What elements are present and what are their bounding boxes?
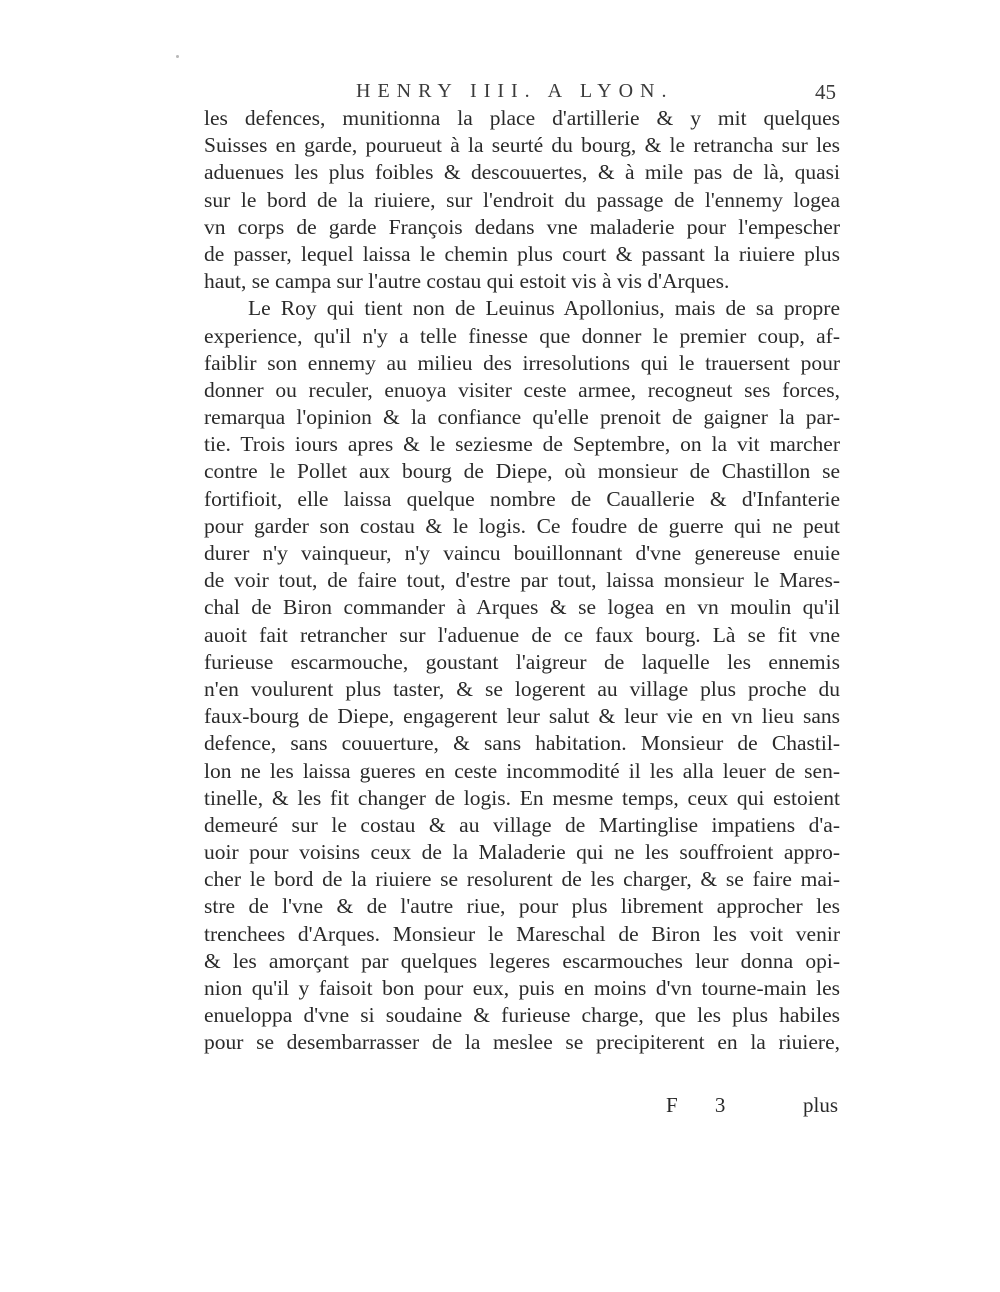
text-line: demeuré sur le costau & au village de Martinglise impatiens d'a- [204, 812, 840, 837]
text-line: Suisses en garde, pourueut à la seurté du bourg, & le retrancha sur les [204, 133, 840, 158]
text-line: enueloppa d'vne si soudaine & furieuse charge, que les plus habiles [204, 1003, 840, 1028]
text-line: de passer, lequel laissa le chemin plus court & passant la riuiere plus [204, 241, 840, 266]
body-text [204, 105, 840, 1057]
text-line: stre de l'vne & de l'autre riue, pour plus librement approcher les [204, 894, 840, 919]
page-number: 45 [815, 80, 836, 104]
text-line: donner ou reculer, enuoya visiter ceste armee, recogneut ses forces, [204, 377, 840, 402]
text-line: uoir pour voisins ceux de la Maladerie qui ne les souffroient appro- [204, 840, 840, 865]
signature-mark: F 3 [666, 1093, 742, 1117]
text-line: tie. Trois iours apres & le seziesme de Septembre, on la vit marcher [204, 432, 840, 457]
text-line: pour garder son costau & le logis. Ce foudre de guerre qui ne peut [204, 513, 840, 538]
text-line: remarqua l'opinion & la confiance qu'elle prenoit de gaigner la par- [204, 405, 840, 430]
text-line: fortifioit, elle laissa quelque nombre de Cauallerie & d'Infanterie [204, 486, 840, 511]
page-footer [204, 1093, 840, 1123]
text-line: nion qu'il y faisoit bon pour eux, puis en moins d'vn tourne-main les [204, 976, 840, 1000]
text-line: durer n'y vainqueur, n'y vaincu bouillonnant d'vne genereuse enuie [204, 541, 840, 565]
text-line: haut, se campa sur l'autre costau qui estoit vis à vis d'Arques. [204, 269, 730, 294]
catchword: plus [802, 1093, 838, 1117]
text-line: lon ne les laissa gueres en ceste incommodité il les alla leuer de sen- [204, 758, 840, 783]
text-line: & les amorçant par quelques legeres escarmouches leur donna opi- [204, 948, 840, 973]
text-line: tinelle, & les fit changer de logis. En mesme temps, ceux qui estoient [204, 785, 840, 810]
text-line: pour se desembarrasser de la meslee se precipiterent en la riuiere, [204, 1030, 840, 1055]
paper-speck [176, 55, 179, 58]
text-line: contre le Pollet aux bourg de Diepe, où monsieur de Chastillon se [204, 459, 840, 484]
text-line: cher le bord de la riuiere se resolurent de les charger, & se faire mai- [204, 867, 840, 892]
text-line: aduenues les plus foibles & descouuertes, & à mile pas de là, quasi [204, 160, 840, 185]
text-line: vn corps de garde François dedans vne maladerie pour l'empescher [204, 214, 840, 239]
text-line: les defences, munitionna la place d'artillerie & y mit quelques [204, 106, 840, 130]
text-line: sur le bord de la riuiere, sur l'endroit du passage de l'ennemy logea [204, 187, 840, 212]
text-line: defence, sans couuerture, & sans habitation. Monsieur de Chastil- [204, 731, 840, 756]
text-line: faux-bourg de Diepe, engagerent leur salut & leur vie en vn lieu sans [204, 704, 840, 729]
text-line: trenchees d'Arques. Monsieur le Mareschal de Biron les voit venir [204, 921, 840, 946]
text-line: de voir tout, de faire tout, d'estre par tout, laissa monsieur le Mares- [204, 568, 840, 593]
paragraph-start-line: Le Roy qui tient non de Leuinus Apollonius, mais de sa propre [248, 296, 840, 321]
text-line: faiblir son ennemy au milieu des irresolutions qui le trauersent pour [204, 350, 840, 375]
text-line: auoit fait retrancher sur l'aduenue de ce faux bourg. Là se fit vne [204, 622, 840, 647]
text-line: experience, qu'il n'y a telle finesse que donner le premier coup, af- [204, 323, 840, 348]
text-line: n'en voulurent plus taster, & se logerent au village plus proche du [204, 676, 840, 701]
text-line: furieuse escarmouche, goustant l'aigreur de laquelle les ennemis [204, 649, 840, 674]
running-title: HENRY IIII. A LYON. [356, 80, 674, 102]
text-line: chal de Biron commander à Arques & se logea en vn moulin qu'il [204, 595, 840, 620]
